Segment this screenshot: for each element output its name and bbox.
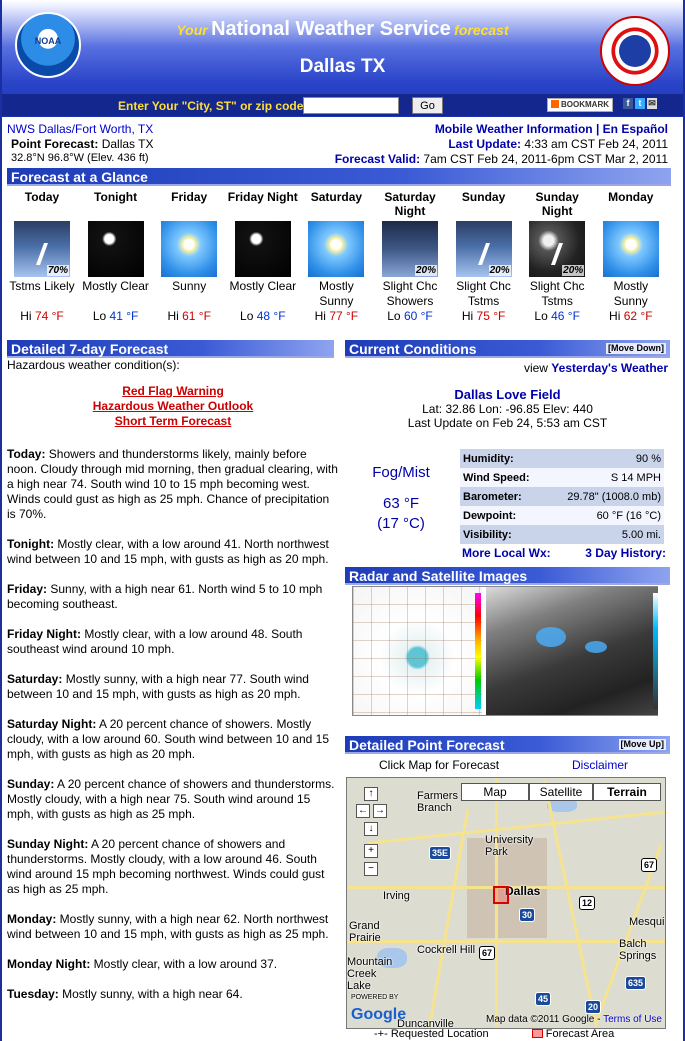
coords: 32.8°N 96.8°W (Elev. 436 ft) — [11, 152, 149, 164]
condition-row — [460, 468, 664, 487]
highway-shield: 12 — [579, 896, 595, 910]
precip-chance: 20% — [415, 265, 436, 276]
temp-value: 62 °F — [623, 309, 653, 323]
period-text: A 20 percent chance of showers. Mostly cloudy, with a low around 60. South wind between 10 and 15 mph, with gusts as high as 20 mph. — [7, 717, 329, 761]
period-text: A 20 percent chance of showers and thunderstorms. Mostly cloudy, with a low around 46. South wind around 15 mph becoming northwest. Winds could gust as high as 25 mph. — [7, 837, 325, 896]
highway-shield: 20 — [585, 1000, 601, 1014]
precip-chance: 20% — [563, 265, 584, 276]
condition-value: 90 % — [540, 449, 664, 468]
legend-requested-icon: -+- — [374, 1028, 388, 1040]
search-input[interactable] — [303, 97, 399, 114]
glance-temp — [522, 309, 592, 323]
lightning-bolt — [478, 243, 490, 265]
period-name: Monday: — [7, 912, 57, 926]
disclaimer-link[interactable]: Disclaimer — [572, 758, 629, 772]
map-place: Mountain Creek Lake — [347, 956, 393, 992]
more-local-link[interactable]: More Local Wx: — [462, 546, 551, 560]
legend-area-label: Forecast Area — [545, 1028, 615, 1040]
condition-value: 29.78" (1008.0 mb) — [540, 487, 664, 506]
map-data-credit: Map data ©2011 Google — [486, 1014, 595, 1025]
hazardous-outlook-link[interactable]: Hazardous Weather Outlook — [92, 399, 254, 413]
period-name: Friday Night: — [7, 627, 81, 641]
pan-up-icon[interactable]: ↑ — [364, 787, 378, 801]
period-name: Friday: — [7, 582, 48, 596]
click-map-label: Click Map for Forecast — [379, 758, 500, 772]
forecast-glance — [7, 190, 671, 330]
highway-shield: 35E — [429, 846, 451, 860]
facebook-icon[interactable]: f — [623, 98, 633, 109]
period-text: A 20 percent chance of showers and thunderstorms. Mostly cloudy, with a high near 75. South wind around 15 mph, with gusts as high as 25 mph. — [7, 777, 335, 821]
condition-row — [460, 487, 664, 506]
road — [428, 809, 470, 1028]
glance-temp — [228, 309, 298, 323]
period-text: Mostly clear, with a low around 37. — [90, 957, 278, 971]
point-forecast-map[interactable] — [346, 777, 666, 1029]
last-update-label: Last Update: — [448, 137, 521, 151]
move-up-button[interactable]: [Move Up] — [620, 739, 664, 749]
terms-of-use-link[interactable]: Terms of Use — [603, 1014, 662, 1025]
period-text: Mostly sunny, with a high near 77. South wind between 10 and 15 mph, with gusts as high as 20 mph. — [7, 672, 309, 701]
condition-key: Wind Speed: — [460, 468, 540, 487]
point-forecast-title: Detailed Point Forecast — [349, 737, 505, 753]
thunderstorm-icon[interactable] — [14, 221, 70, 277]
map-type-terrain[interactable]: Terrain — [593, 783, 661, 801]
forecast-periods — [7, 447, 339, 1002]
map-place: Irving — [383, 890, 410, 902]
period-text: Sunny, with a high near 61. North wind 5 to 10 mph becoming southeast. — [7, 582, 323, 611]
glance-day-name: Friday Night — [227, 190, 298, 204]
period-text: Mostly sunny, with a high near 62. North northwest wind between 10 and 15 mph, with gusts as high as 25 mph. — [7, 912, 329, 941]
glance-condition: Sunny — [172, 279, 207, 293]
history-link[interactable]: 3 Day History: — [585, 546, 666, 560]
bookmark-label: BOOKMARK — [561, 100, 609, 109]
current-weather — [345, 464, 457, 532]
current-temp-c: (17 °C) — [377, 515, 425, 532]
temp-label: Lo — [92, 309, 107, 323]
condition-value: 60 °F (16 °C) — [540, 506, 664, 525]
title-your: Your — [176, 22, 208, 38]
legend-requested-label: Requested Location — [390, 1028, 489, 1040]
temp-value: 46 °F — [551, 309, 580, 323]
glance-day — [375, 190, 445, 323]
glance-condition: Mostly Clear — [229, 279, 297, 293]
glance-temp — [81, 309, 151, 323]
pan-right-icon[interactable]: → — [375, 805, 385, 816]
powered-by-label: POWERED BY — [351, 994, 399, 1001]
forecast-valid-label: Forecast Valid: — [334, 152, 421, 166]
sunny-icon[interactable] — [161, 221, 217, 277]
glance-temp — [154, 309, 224, 323]
lightning-bolt — [36, 243, 48, 265]
glance-day-name: Saturday — [310, 190, 363, 204]
move-down-button[interactable]: [Move Down] — [608, 343, 664, 353]
zoom-out-icon[interactable]: − — [364, 862, 378, 876]
glance-day-name: Sunday — [461, 190, 506, 204]
highway-shield: 67 — [641, 858, 657, 872]
point-forecast-header — [345, 736, 670, 754]
period-name: Sunday Night: — [7, 837, 89, 851]
glance-condition: Mostly Sunny — [613, 279, 649, 308]
period-name: Saturday Night: — [7, 717, 97, 731]
condition-key: Visibility: — [460, 525, 540, 544]
temp-label: Lo — [240, 309, 254, 323]
map-credit: Map data ©2011 Google - Terms of Use — [486, 1014, 662, 1025]
glance-day-name: Saturday Night — [384, 190, 436, 218]
short-term-forecast-link[interactable]: Short Term Forecast — [114, 414, 232, 428]
current-conditions-title: Current Conditions — [349, 341, 477, 357]
map-legend — [374, 1028, 614, 1040]
temp-label: Lo — [534, 309, 548, 323]
glance-day — [81, 190, 151, 323]
requested-location-marker[interactable] — [493, 886, 509, 904]
precip-chance: 70% — [47, 265, 68, 276]
social-icons — [623, 98, 659, 112]
period-name: Monday Night: — [7, 957, 91, 971]
glance-temp — [375, 309, 445, 323]
title-main: National Weather Service — [211, 18, 451, 40]
red-flag-warning-link[interactable]: Red Flag Warning — [122, 384, 224, 398]
glance-day-name: Tonight — [94, 190, 138, 204]
glance-condition: Mostly Clear — [82, 279, 149, 293]
period-text: Mostly clear, with a low around 48. South southeast wind around 10 mph. — [7, 627, 303, 656]
forecast-period — [7, 537, 339, 567]
glance-day-name: Monday — [608, 190, 654, 204]
email-icon[interactable]: ✉ — [648, 98, 656, 108]
highway-shield: 30 — [519, 908, 535, 922]
point-forecast-value: Dallas TX — [101, 137, 154, 151]
glance-temp — [7, 309, 77, 323]
clear-night-icon[interactable] — [88, 221, 144, 277]
current-weather-text: Fog/Mist — [372, 464, 430, 481]
condition-value: 5.00 mi. — [540, 525, 664, 544]
mobile-links — [435, 122, 668, 136]
hazard-intro: Hazardous weather condition(s): — [7, 358, 180, 372]
glance-day-name: Friday — [171, 190, 208, 204]
google-logo[interactable]: Google — [351, 1006, 407, 1023]
condition-key: Humidity: — [460, 449, 540, 468]
highway-shield: 67 — [479, 946, 495, 960]
header-banner — [2, 0, 683, 117]
condition-value: S 14 MPH — [540, 468, 664, 487]
forecast-valid-value: 7am CST Feb 24, 2011-6pm CST Mar 2, 2011 — [423, 152, 668, 166]
sunny-icon[interactable] — [603, 221, 659, 277]
map-place: Cockrell Hill — [417, 944, 476, 956]
forecast-period — [7, 717, 339, 762]
nws-seal-icon[interactable] — [600, 16, 670, 86]
temp-value: 41 °F — [109, 309, 139, 323]
glance-condition: Slight Chc Showers — [382, 279, 438, 308]
station-location: Lat: 32.86 Lon: -96.85 Elev: 440 — [422, 402, 593, 416]
condition-key: Barometer: — [460, 487, 540, 506]
map-place: Balch Springs — [619, 938, 657, 962]
search-bar — [2, 94, 683, 116]
forecast-period — [7, 582, 339, 612]
title-forecast: forecast — [454, 22, 509, 38]
map-place: Duncanville — [397, 1018, 454, 1029]
last-update — [448, 137, 668, 151]
nws-seal-center — [619, 35, 651, 67]
station-name[interactable]: Dallas Love Field — [454, 387, 561, 402]
highway-shield: 45 — [535, 992, 551, 1006]
glance-day — [449, 190, 519, 323]
glance-temp — [301, 309, 371, 323]
map-place: Dallas — [505, 884, 541, 898]
glance-day-name: Sunday Night — [535, 190, 579, 218]
glance-day — [228, 190, 298, 323]
temp-value: 61 °F — [182, 309, 211, 323]
precip-chance: 20% — [489, 265, 510, 276]
glance-day — [301, 190, 371, 323]
current-temp-f: 63 °F — [382, 495, 419, 512]
last-update-value: 4:33 am CST Feb 24, 2011 — [524, 137, 668, 151]
current-conditions-table — [460, 449, 664, 544]
station-updated: Last Update on Feb 24, 5:53 am CST — [407, 416, 608, 430]
sunny-icon[interactable] — [308, 221, 364, 277]
condition-key: Dewpoint: — [460, 506, 540, 525]
go-button[interactable]: Go — [412, 97, 443, 114]
temp-label: Hi — [167, 309, 179, 323]
temp-value: 75 °F — [476, 309, 506, 323]
temp-label: Hi — [20, 309, 32, 323]
site-title — [2, 18, 683, 41]
search-label: Enter Your "City, ST" or zip code — [118, 99, 304, 113]
glance-condition: Tstms Likely — [9, 279, 75, 293]
temp-value: 60 °F — [403, 309, 433, 323]
satellite-image[interactable] — [486, 587, 658, 715]
satellite-scale — [653, 593, 658, 709]
forecast-period — [7, 777, 339, 822]
noaa-logo-text: NOAA — [34, 36, 62, 46]
map-type-satellite[interactable]: Satellite — [529, 783, 593, 801]
radar-satellite-images — [352, 586, 658, 716]
glance-condition: Mostly Sunny — [319, 279, 354, 308]
glance-condition: Slight Chc Tstms — [529, 279, 585, 308]
condition-row — [460, 525, 664, 544]
temp-value: 48 °F — [256, 309, 286, 323]
map-place: Farmers Branch — [417, 790, 458, 814]
lightning-bolt — [551, 243, 563, 265]
station-info — [345, 387, 670, 430]
temp-label: Lo — [387, 309, 401, 323]
yesterday-row — [524, 361, 668, 375]
point-forecast — [11, 137, 154, 151]
page-city-title: Dallas TX — [299, 56, 386, 77]
condition-row — [460, 506, 664, 525]
forecast-period — [7, 672, 339, 702]
seven-day-forecast — [7, 358, 339, 1017]
pan-left-icon[interactable]: ← — [358, 805, 368, 816]
radar-scale — [475, 593, 481, 709]
temp-value: 77 °F — [329, 309, 359, 323]
yesterday-link[interactable]: Yesterday's Weather — [551, 361, 668, 375]
glance-day — [154, 190, 224, 323]
glance-temp — [596, 309, 666, 323]
period-text: Mostly clear, with a low around 41. North northwest wind between 10 and 15 mph, with gusts as high as 20 mph. — [7, 537, 329, 566]
forecast-period — [7, 912, 339, 942]
office-link[interactable]: NWS Dallas/Fort Worth, TX — [7, 122, 154, 136]
highway-shield: 635 — [625, 976, 646, 990]
temp-label: Hi — [314, 309, 326, 323]
period-name: Today: — [7, 447, 46, 461]
temp-label: Hi — [461, 309, 474, 323]
period-name: Sunday: — [7, 777, 55, 791]
link-separator: | — [595, 122, 600, 136]
espanol-link[interactable]: En Español — [602, 122, 668, 136]
map-place: Grand Prairie — [349, 920, 381, 944]
view-label: view — [523, 361, 552, 375]
bookmark-icon — [551, 100, 559, 108]
point-forecast-label: Point Forecast: — [11, 137, 99, 151]
showers-icon[interactable] — [382, 221, 438, 277]
thunderstorm-icon[interactable] — [456, 221, 512, 277]
zoom-in-icon[interactable]: + — [364, 844, 378, 858]
forecast-period — [7, 987, 339, 1002]
period-name: Saturday: — [7, 672, 63, 686]
temp-value: 74 °F — [34, 309, 64, 323]
bookmark-button[interactable] — [547, 98, 613, 112]
radar-header: Radar and Satellite Images — [345, 567, 670, 585]
twitter-icon[interactable]: t — [635, 98, 645, 109]
period-text: Mostly sunny, with a high near 64. — [58, 987, 243, 1001]
forecast-period — [7, 627, 339, 657]
forecast-period — [7, 837, 339, 897]
radar-image[interactable] — [353, 587, 482, 715]
glance-day — [7, 190, 77, 323]
glance-condition: Slight Chc Tstms — [456, 279, 511, 308]
forecast-valid — [335, 152, 668, 166]
period-text: Showers and thunderstorms likely, mainly before noon. Cloudy through mid morning, then gradual clearing, with a high near 74. South wind 10 to 15 mph becoming west. Winds could gust as high as 25 mph. Chance of precipitation is 70%. — [7, 447, 338, 521]
pan-down-icon[interactable]: ↓ — [364, 822, 378, 836]
forecast-period — [7, 957, 339, 972]
legend-area-icon — [532, 1029, 543, 1038]
condition-row — [460, 449, 664, 468]
period-name: Tonight: — [7, 537, 55, 551]
map-place: University Park — [485, 834, 534, 858]
current-conditions-header — [345, 340, 670, 358]
period-name: Tuesday: — [7, 987, 59, 1001]
glance-day — [596, 190, 666, 323]
glance-temp — [449, 309, 519, 323]
seven-day-header: Detailed 7-day Forecast — [7, 340, 334, 358]
map-type-map[interactable]: Map — [461, 783, 529, 801]
glance-day-name: Today — [24, 190, 60, 204]
night-tstm-icon[interactable] — [529, 221, 585, 277]
mobile-link[interactable]: Mobile Weather Information — [434, 122, 593, 136]
map-type-selector — [461, 783, 661, 801]
map-place: Mesqui — [629, 916, 665, 928]
forecast-period — [7, 447, 339, 522]
glance-header: Forecast at a Glance — [7, 168, 671, 186]
hazard-alerts — [7, 384, 339, 429]
clear-night-icon[interactable] — [235, 221, 291, 277]
glance-day — [522, 190, 592, 323]
temp-label: Hi — [609, 309, 621, 323]
